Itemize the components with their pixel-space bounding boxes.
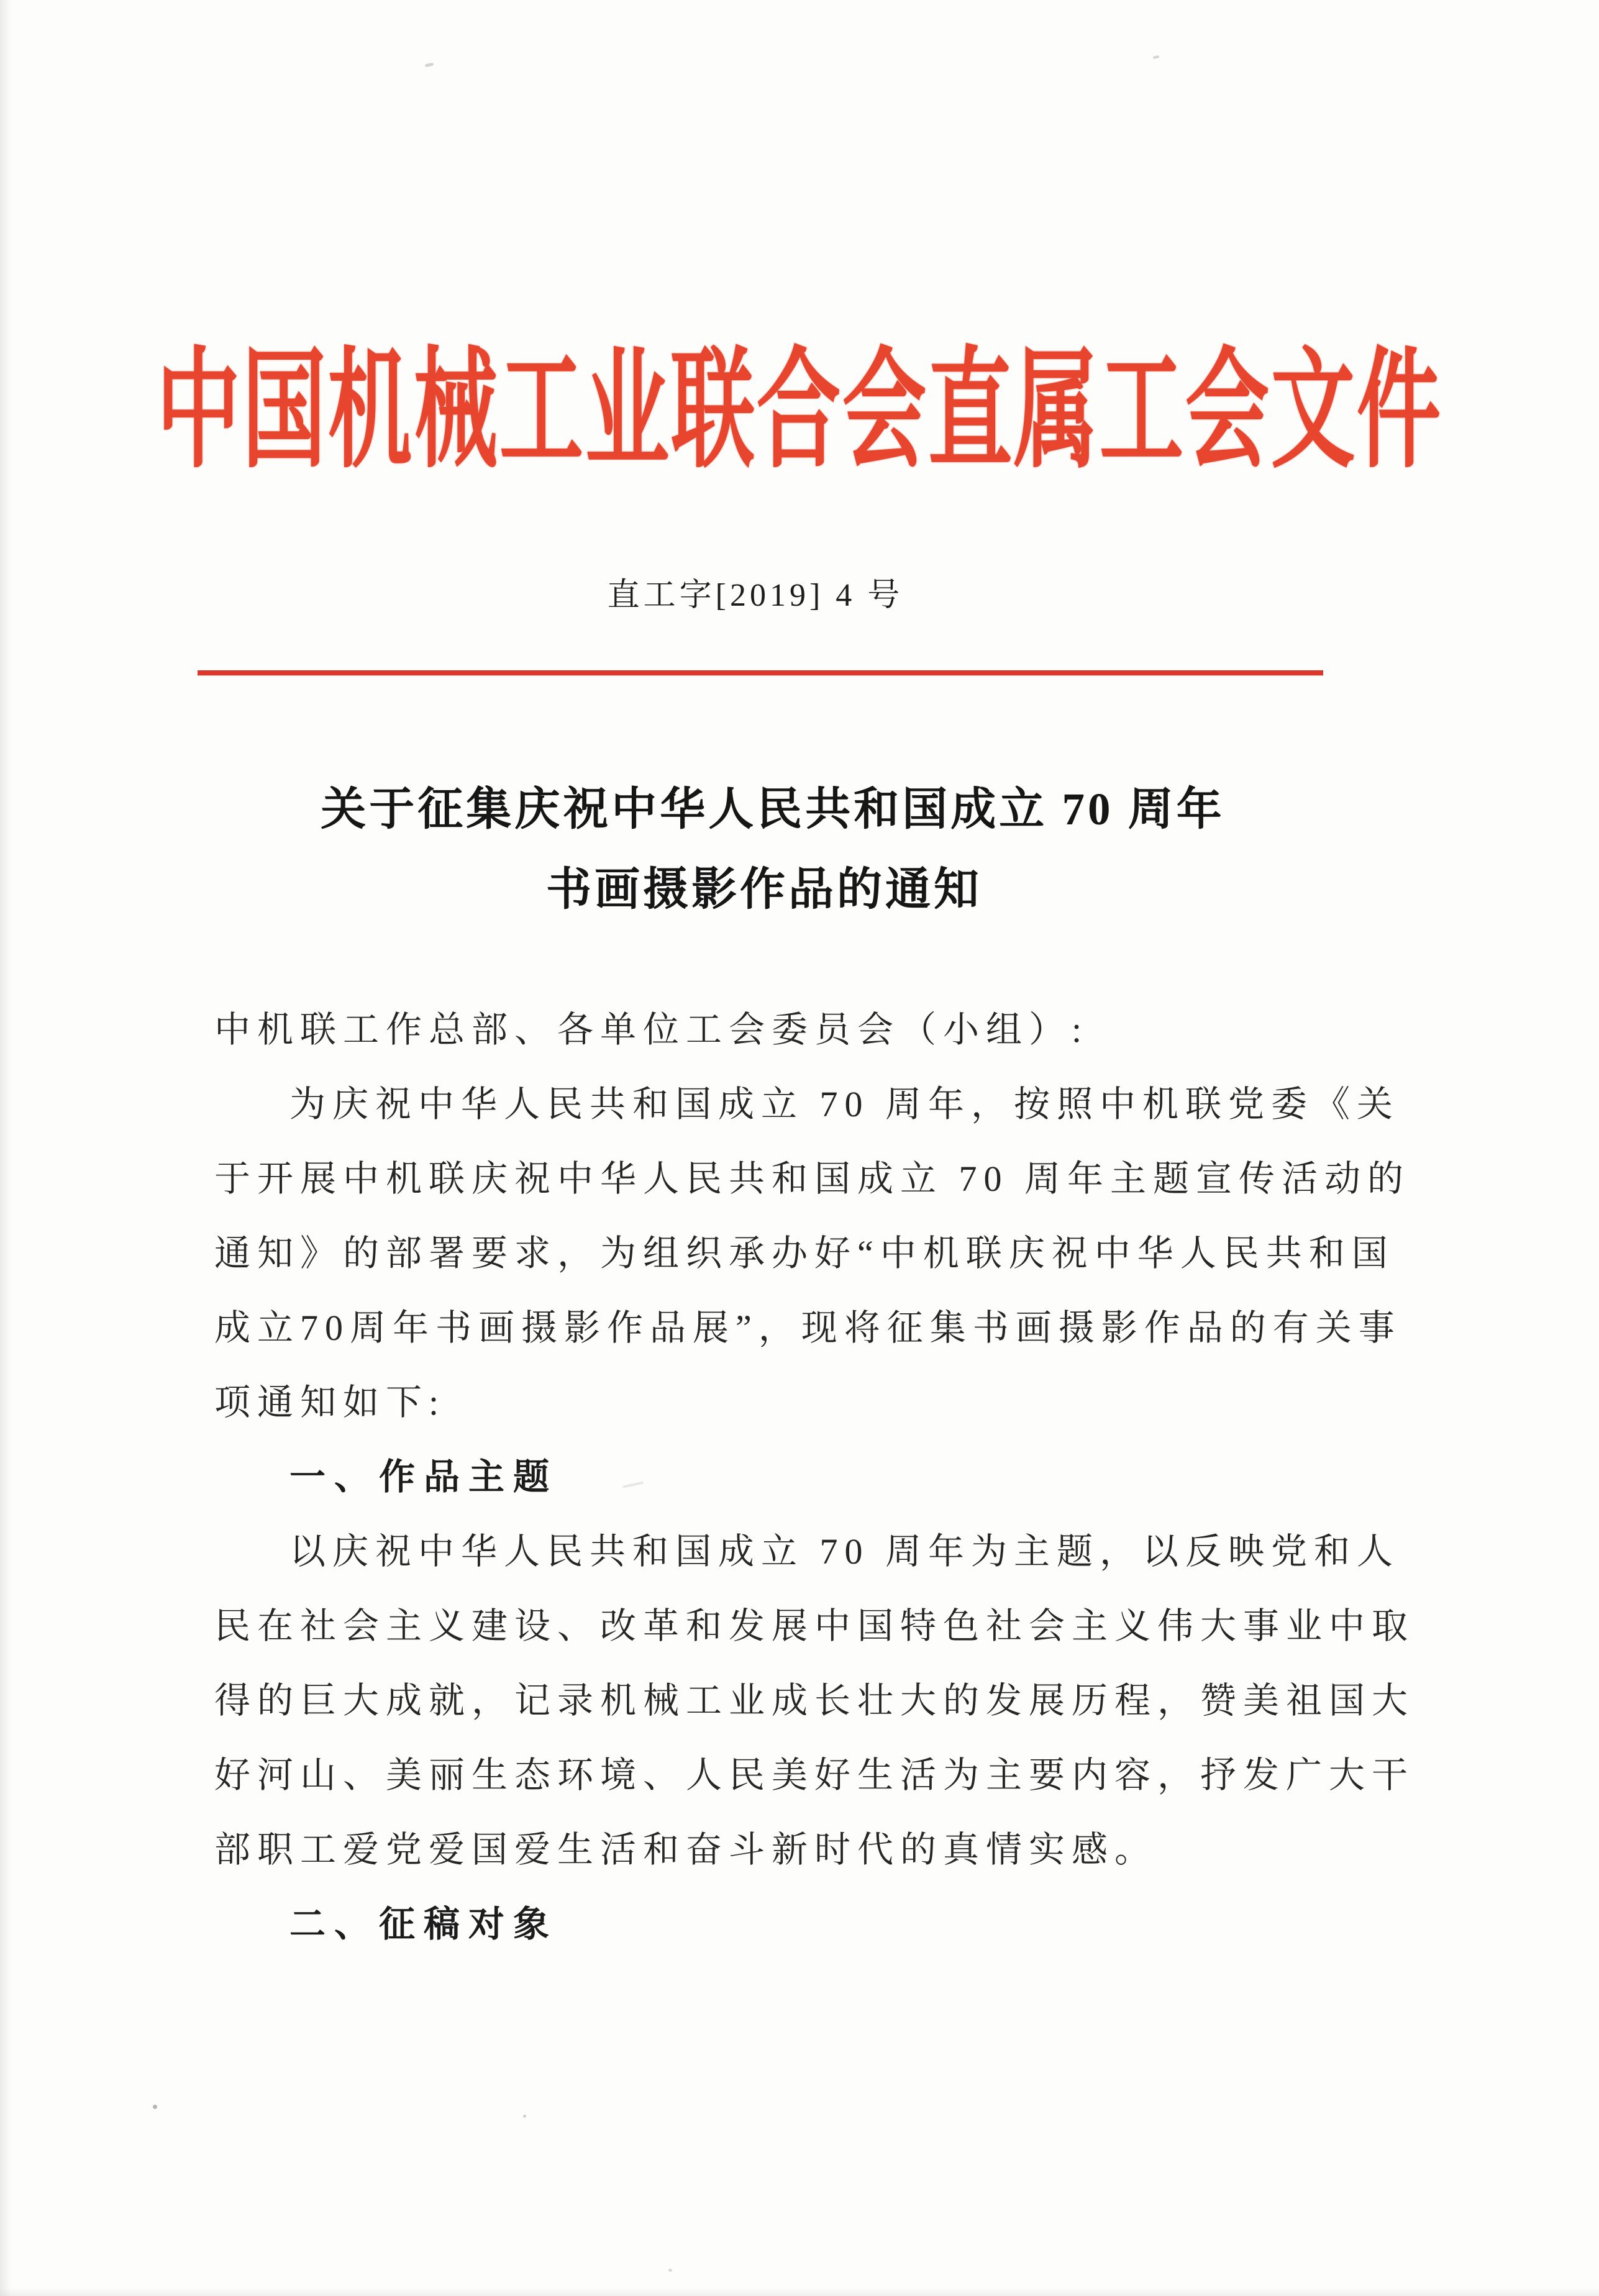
section-heading-submission-targets: 二、征稿对象 bbox=[289, 1904, 558, 1944]
body-line: 通知》的部署要求，为组织承办好“中机联庆祝中华人民共和国 bbox=[214, 1233, 1395, 1273]
red-separator-rule bbox=[198, 670, 1323, 675]
salutation-line: 中机联工作总部、各单位工会委员会（小组）: bbox=[214, 1009, 1089, 1050]
notice-title-line1: 关于征集庆祝中华人民共和国成立 70 周年 bbox=[321, 784, 1225, 834]
body-line: 民在社会主义建设、改革和发展中国特色社会主义伟大事业中取 bbox=[214, 1606, 1415, 1646]
scan-artifact bbox=[622, 1482, 644, 1488]
body-line: 以庆祝中华人民共和国成立 70 周年为主题，以反映党和人 bbox=[289, 1531, 1400, 1572]
scan-edge-shadow-bottom bbox=[0, 2287, 1599, 2296]
body-line: 成立70周年书画摄影作品展”，现将征集书画摄影作品的有关事 bbox=[214, 1308, 1401, 1348]
scan-artifact bbox=[1153, 55, 1160, 59]
body-line: 得的巨大成就，记录机械工业成长壮大的发展历程，赞美祖国大 bbox=[214, 1680, 1415, 1721]
body-line: 为庆祝中华人民共和国成立 70 周年，按照中机联党委《关 bbox=[289, 1084, 1400, 1124]
letterhead-title: 中国机械工业联合会直属工会文件 bbox=[157, 340, 1442, 484]
document-number: 直工字[2019] 4 号 bbox=[607, 578, 904, 613]
section-heading-work-theme: 一、作品主题 bbox=[289, 1457, 558, 1497]
scan-artifact bbox=[523, 2115, 526, 2118]
body-line: 项通知如下: bbox=[214, 1382, 446, 1423]
scan-artifact bbox=[425, 63, 434, 68]
scan-artifact bbox=[153, 2105, 157, 2109]
body-line: 于开展中机联庆祝中华人民共和国成立 70 周年主题宣传活动的 bbox=[214, 1159, 1411, 1199]
body-line: 部职工爱党爱国爱生活和奋斗新时代的真情实感。 bbox=[214, 1829, 1158, 1870]
notice-title-line2: 书画摄影作品的通知 bbox=[546, 864, 982, 914]
scan-edge-shadow-left bbox=[0, 0, 11, 2296]
scan-artifact bbox=[668, 2269, 672, 2272]
body-line: 好河山、美丽生态环境、人民美好生活为主要内容，抒发广大干 bbox=[214, 1755, 1415, 1795]
